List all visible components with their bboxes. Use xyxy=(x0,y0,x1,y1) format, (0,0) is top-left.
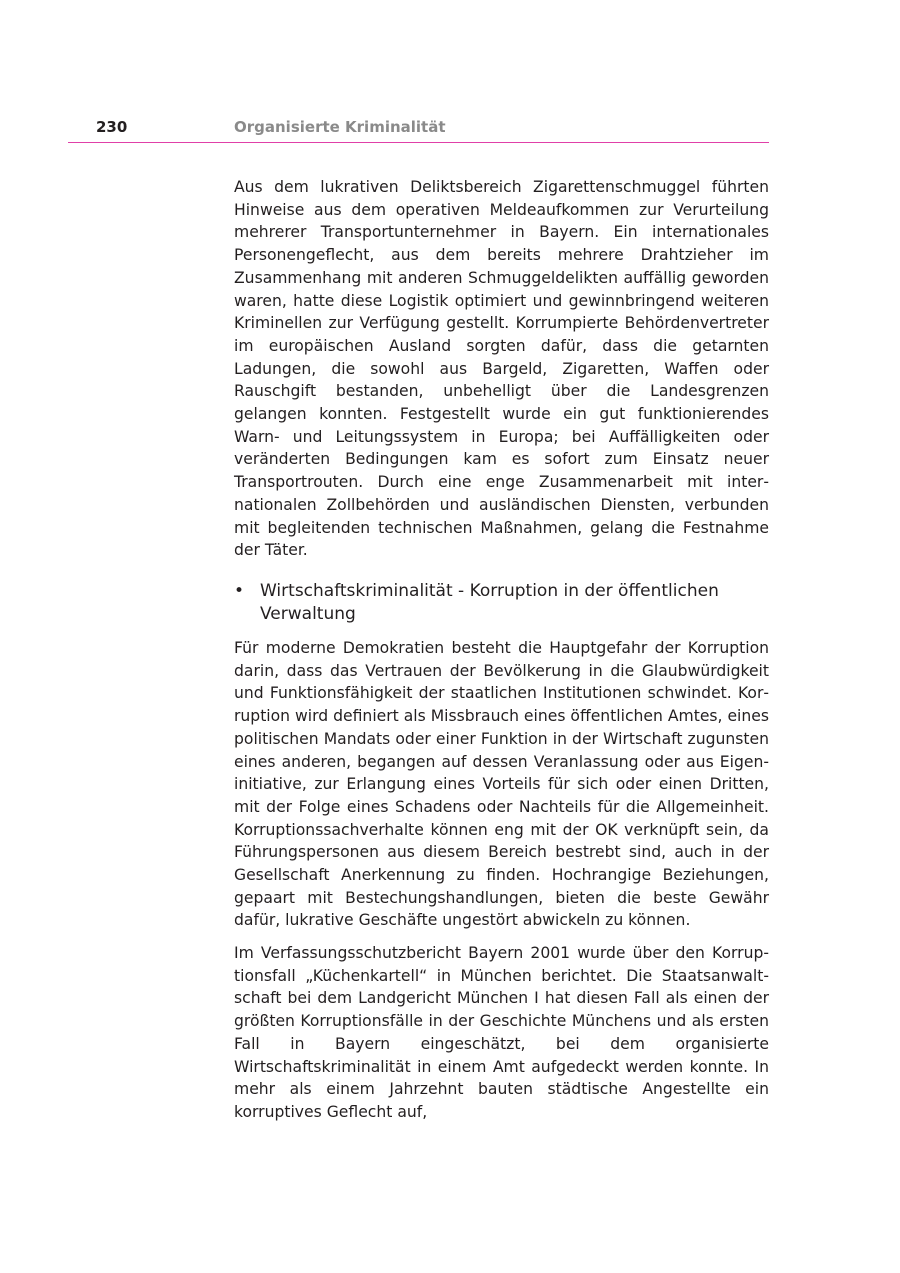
section-heading xyxy=(234,580,769,626)
page-number: 230 xyxy=(96,118,128,136)
chapter-title: Organisierte Kriminalität xyxy=(234,118,446,136)
bullet-icon: • xyxy=(234,581,245,601)
paragraph-kitchen-cartel: Im Verfassungsschutzbericht Bayern 2001 wurde über den Korruptionsfall „Küchenkartell“ in München berichtet. Die Staatsanwaltschaft bei dem Landgericht München I hat diesen Fall als einen der größten Korruptionsfälle in der Geschichte Münchens und als ersten Fall in Bayern eingeschätzt, bei dem organisierte Wirtschaftskriminalität in einem Amt aufgedeckt werden konnte. In mehr als einem Jahrzehnt bauten städtische Angestellte ein korruptives Geflecht auf, xyxy=(234,944,769,1121)
running-header xyxy=(68,118,769,143)
paragraph-corruption-definition: Für moderne Demokratien besteht die Hauptgefahr der Korruption darin, dass das Vertrauen der Bevölkerung in die Glaubwürdigkeit und Funktionsfähigkeit der staatlichen Institutionen schwindet. Korruption wird definiert als Missbrauch eines öffentlichen Amtes, eines politischen Mandats oder einer Funktion in der Wirtschaft zugunsten eines anderen, begangen auf dessen Veranlassung oder aus Eigeninitiative, zur Erlangung eines Vorteils für sich oder einen Dritten, mit der Folge eines Schadens oder Nachteils für die Allgemeinheit. Korruptionssachverhalte können eng mit der OK verknüpft sein, da Führungspersonen aus diesem Bereich bestrebt sind, auch in der Gesellschaft Anerkennung zu finden. Hochrangige Beziehungen, gepaart mit Bestechungshandlungen, bieten die beste Gewähr dafür, lukrative Geschäfte ungestört abwickeln zu können. xyxy=(234,639,769,930)
paragraph-cigarette-smuggling: Aus dem lukrativen Deliktsbereich Zigarettenschmuggel führten Hinweise aus dem operativen Meldeaufkommen zur Verurteilung mehrerer Transportunternehmer in Bayern. Ein internationales Personengeflecht, aus dem bereits mehrere Drahtzieher im Zusammenhang mit anderen Schmuggeldelikten auffällig geworden waren, hatte diese Logistik optimiert und gewinnbringend weiteren Kriminellen zur Verfügung gestellt. Korrumpierte Behördenvertreter im europäischen Ausland sorgten dafür, dass die getarnten Ladungen, die sowohl aus Bargeld, Zigaretten, Waffen oder Rauschgift bestanden, unbehelligt über die Landesgrenzen gelangen konnten. Festgestellt wurde ein gut funktionierendes Warn- und Leitungssystem in Europa; bei Auffälligkeiten oder veränderten Bedingungen kam es sofort zum Einsatz neuer Transportrouten. Durch eine enge Zusammenarbeit mit internationalen Zollbehörden und ausländischen Diensten, verbunden mit begleitenden technischen Maßnahmen, gelang die Festnahme der Täter. xyxy=(234,178,769,560)
section-heading-text: Wirtschaftskriminalität - Korruption in der öffentlichen Verwaltung xyxy=(260,581,719,624)
